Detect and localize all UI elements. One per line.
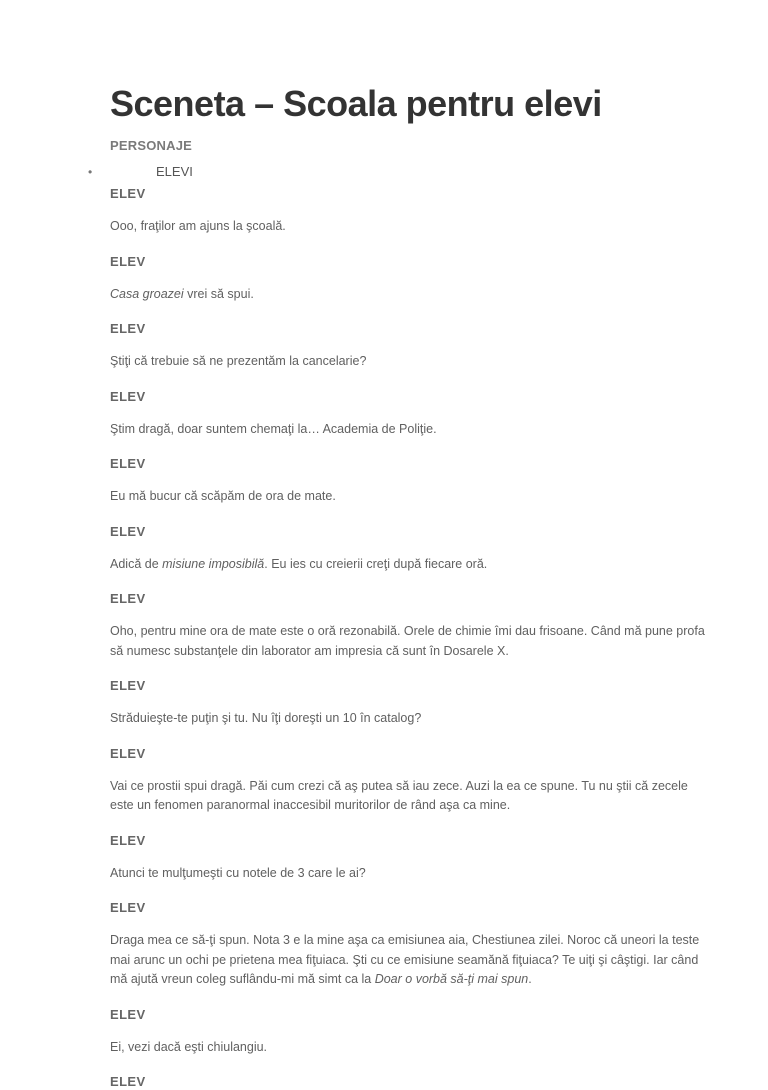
line-text: Draga mea ce să-ţi spun. Nota 3 e la mine aşa ca emisiunea aia, Chestiunea zilei. Noroc că uneori la teste mai arunc un ochi pe prietena mea fiţuiaca. Şti cu ce emisiune seamănă fiţuiaca? Te uiţi şi câştigi. Iar când mă ajută vreun coleg suflându-mi mă simt ca la	[110, 933, 700, 986]
line-text: Adică de	[110, 556, 163, 571]
dialogue-block	[110, 254, 710, 305]
dialogue-list	[110, 186, 710, 1090]
line-text: . Eu ies cu creierii creţi după fiecare oră.	[264, 556, 488, 571]
line-text: Ooo, fraţilor am ajuns la şcoală.	[110, 219, 286, 233]
dialogue-block	[110, 746, 710, 816]
bullet-icon: •	[88, 165, 93, 179]
dialogue-block	[110, 833, 710, 884]
speaker-name: ELEV	[110, 388, 146, 404]
dialogue-block	[110, 678, 710, 729]
line-text: Ştim dragă, doar suntem chemaţi la… Academia de Poliţie.	[110, 421, 437, 436]
dialogue-line	[110, 622, 710, 661]
dialogue-block	[110, 900, 710, 990]
line-text: Eu mă bucur că scăpăm de ora de mate.	[110, 489, 336, 503]
italic-text: misiune imposibilă	[162, 556, 265, 571]
speaker-name: ELEV	[110, 186, 146, 201]
line-text: .	[528, 972, 532, 986]
italic-text: Doar o vorbă să-ţi mai spun	[374, 972, 529, 986]
document-title: Sceneta – Scoala pentru elevi	[110, 83, 602, 124]
dialogue-block	[110, 591, 710, 661]
characters-heading: PERSONAJE	[110, 138, 192, 153]
dialogue-line	[110, 487, 710, 507]
speaker-name: ELEV	[110, 1006, 146, 1022]
document-page	[88, 82, 710, 1090]
speaker-name: ELEV	[110, 900, 146, 915]
dialogue-block	[110, 524, 710, 575]
dialogue-block	[110, 456, 710, 507]
dialogue-line	[110, 285, 710, 305]
dialogue-line	[110, 864, 710, 884]
dialogue-line	[110, 931, 710, 990]
dialogue-block	[110, 321, 710, 372]
characters-list	[88, 164, 710, 180]
speaker-name: ELEV	[110, 832, 146, 848]
dialogue-line	[110, 352, 710, 372]
dialogue-line	[110, 555, 710, 575]
line-text: Străduieşte-te puţin şi tu. Nu îţi doreşti un 10 în catalog?	[110, 711, 422, 725]
speaker-name: ELEV	[110, 253, 146, 269]
line-text: Atunci te mulţumeşti cu notele de 3 care le ai?	[110, 865, 366, 880]
dialogue-block	[110, 186, 710, 237]
dialogue-line	[110, 709, 710, 729]
line-text: Oho, pentru mine ora de mate este o oră rezonabilă. Orele de chimie îmi dau frisoane. Când mă pune profa să numesc substanţele din laborator am impresia că sunt în Dosarele X.	[110, 624, 705, 658]
dialogue-line	[110, 420, 710, 440]
dialogue-block	[110, 1074, 710, 1090]
speaker-name: ELEV	[110, 321, 146, 336]
speaker-name: ELEV	[110, 523, 146, 539]
dialogue-line	[110, 1038, 710, 1058]
line-text: Vai ce prostii spui dragă. Păi cum crezi că aş putea să iau zece. Auzi la ea ce spune. Tu nu ştii că zecele este un fenomen paranormal inaccesibil muritorilor de rând aşa ca mine.	[110, 778, 688, 812]
dialogue-line	[110, 777, 710, 816]
dialogue-line	[110, 217, 710, 237]
speaker-name: ELEV	[110, 678, 146, 693]
line-text: Ştiţi că trebuie să ne prezentăm la cancelarie?	[110, 354, 367, 368]
line-text: Ei, vezi dacă eşti chiulangiu.	[110, 1039, 268, 1054]
dialogue-block	[110, 389, 710, 440]
speaker-name: ELEV	[110, 1074, 146, 1089]
line-text: vrei să spui.	[183, 286, 254, 301]
speaker-name: ELEV	[110, 591, 146, 606]
dialogue-block	[110, 1007, 710, 1058]
speaker-name: ELEV	[110, 745, 146, 761]
character-item: ELEVI	[156, 164, 193, 179]
speaker-name: ELEV	[110, 456, 146, 471]
italic-text: Casa groazei	[110, 286, 184, 301]
